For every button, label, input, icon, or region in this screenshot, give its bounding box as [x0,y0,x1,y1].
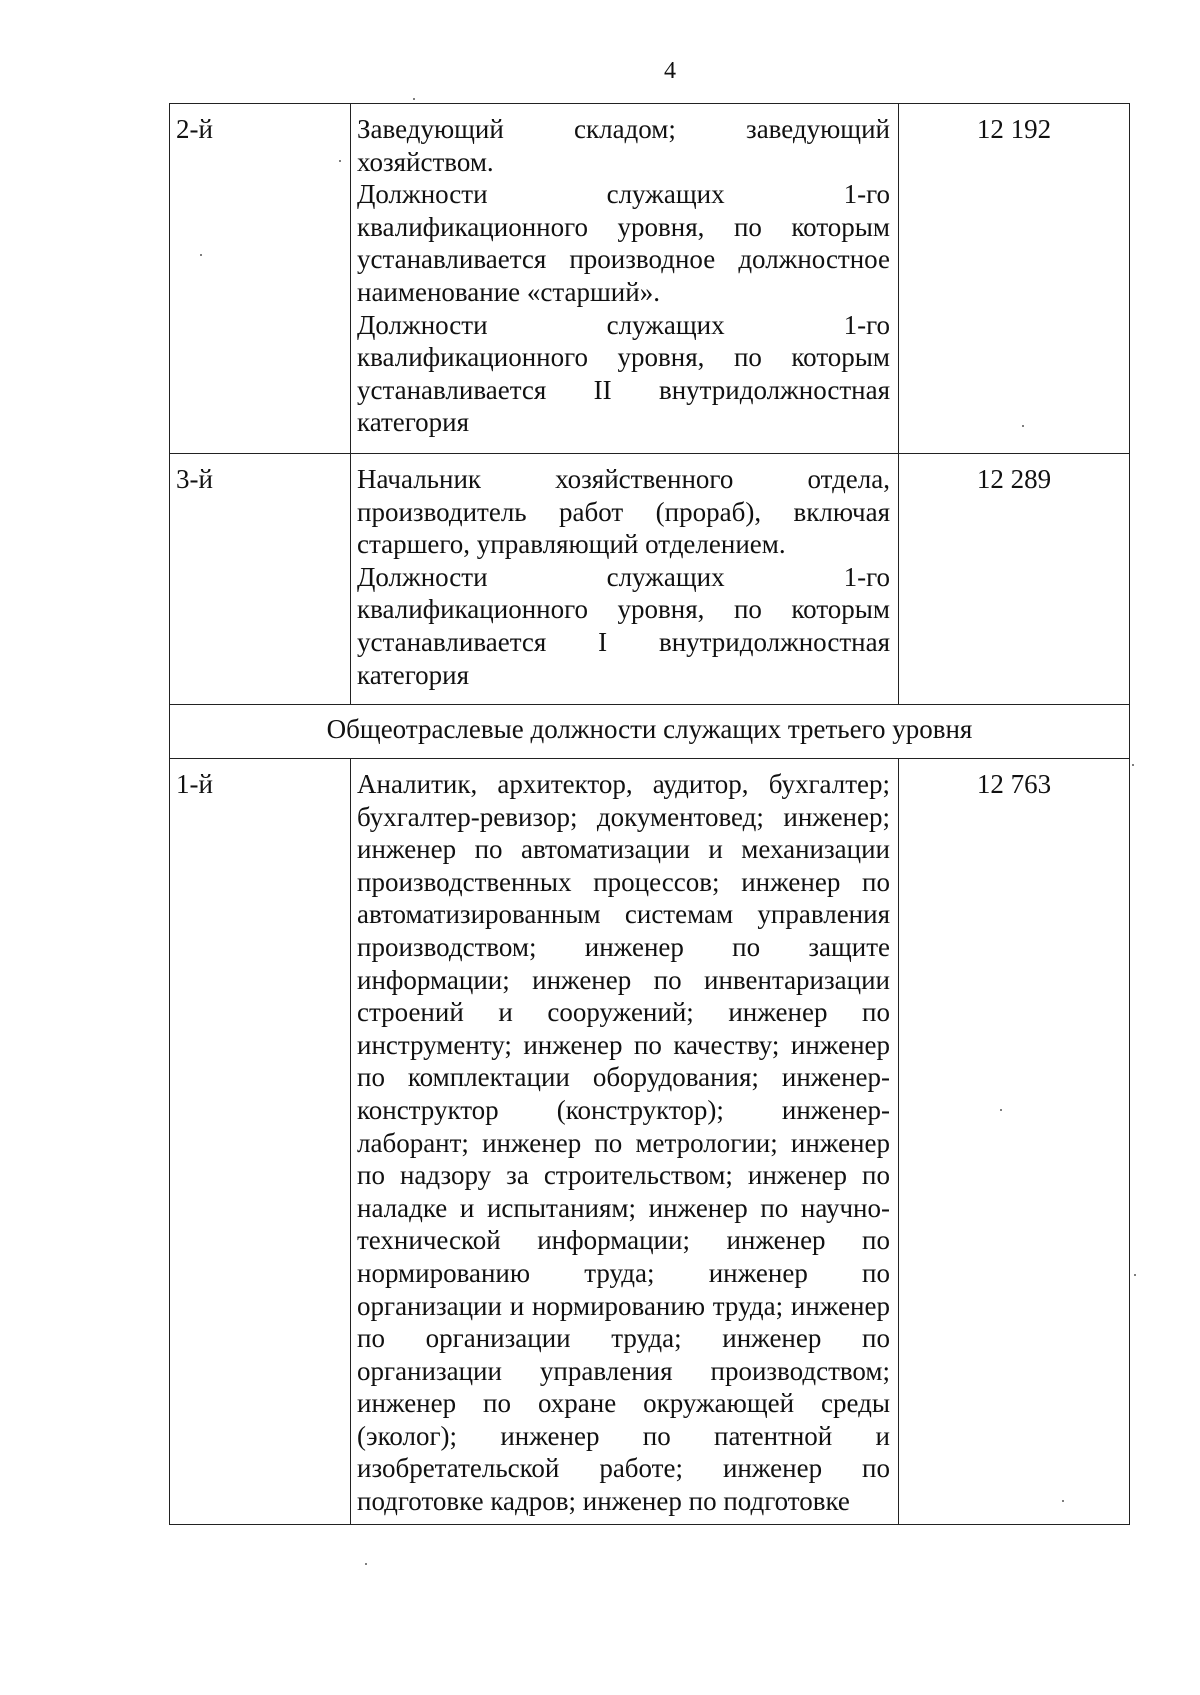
scan-speck [365,1563,367,1565]
position-paragraph: Заведующий складом; заведующий хозяйством. [357,114,890,177]
scan-speck [1062,1500,1064,1502]
position-paragraph: Начальник хозяйственного отдела, производитель работ (прораб), включая старшего, управляющий отделением. [357,464,890,560]
scan-speck [1022,425,1024,427]
scan-speck [413,98,415,100]
salary-table [169,103,1130,1525]
qualification-level: 2-й [170,104,351,454]
qualification-level: 1-й [170,759,351,1525]
scan-speck [1134,1274,1136,1276]
scan-speck [200,254,202,256]
position-list [351,759,899,1525]
position-paragraph: Должности служащих 1-го квалификационного уровня, по которым устанавливается производное должностное наименование «старший». [357,179,890,307]
page-number: 4 [664,58,676,84]
section-header-row [170,705,1130,759]
scan-speck [1000,1109,1002,1111]
scan-speck [1132,764,1134,766]
position-list [351,104,899,454]
salary-value: 12 763 [899,759,1130,1525]
position-paragraph: Должности служащих 1-го квалификационного уровня, по которым устанавливается II внутридолжностная категория [357,309,890,438]
table-row [170,104,1130,454]
salary-value: 12 192 [899,104,1130,454]
position-paragraph: Аналитик, архитектор, аудитор, бухгалтер; бухгалтер-ревизор; документовед; инженер; инженер по автоматизации и механизации производственных процессов; инженер по автоматизированным системам управления производством; инженер по защите информации; инженер по инвентаризации строений и сооружений; инженер по инструменту; инженер по качеству; инженер по комплектации оборудования; инженер-конструктор (конструктор); инженер-лаборант; инженер по метрологии; инженер по надзору за строительством; инженер по наладке и испытаниям; инженер по научно-технической информации; инженер по нормированию труда; инженер по организации и нормированию труда; инженер по организации труда; инженер по организации управления производством; инженер по охране окружающей среды (эколог); инженер по патентной и изобретательской работе; инженер по подготовке кадров; инженер по подготовке [357,769,890,1517]
table-row [170,759,1130,1525]
salary-value: 12 289 [899,454,1130,705]
position-list [351,454,899,705]
section-title: Общеотраслевые должности служащих третьего уровня [170,705,1130,759]
table-row [170,454,1130,705]
scan-speck [339,160,341,162]
position-paragraph: Должности служащих 1-го квалификационного уровня, по которым устанавливается I внутридолжностная категория [357,561,890,690]
qualification-level: 3-й [170,454,351,705]
